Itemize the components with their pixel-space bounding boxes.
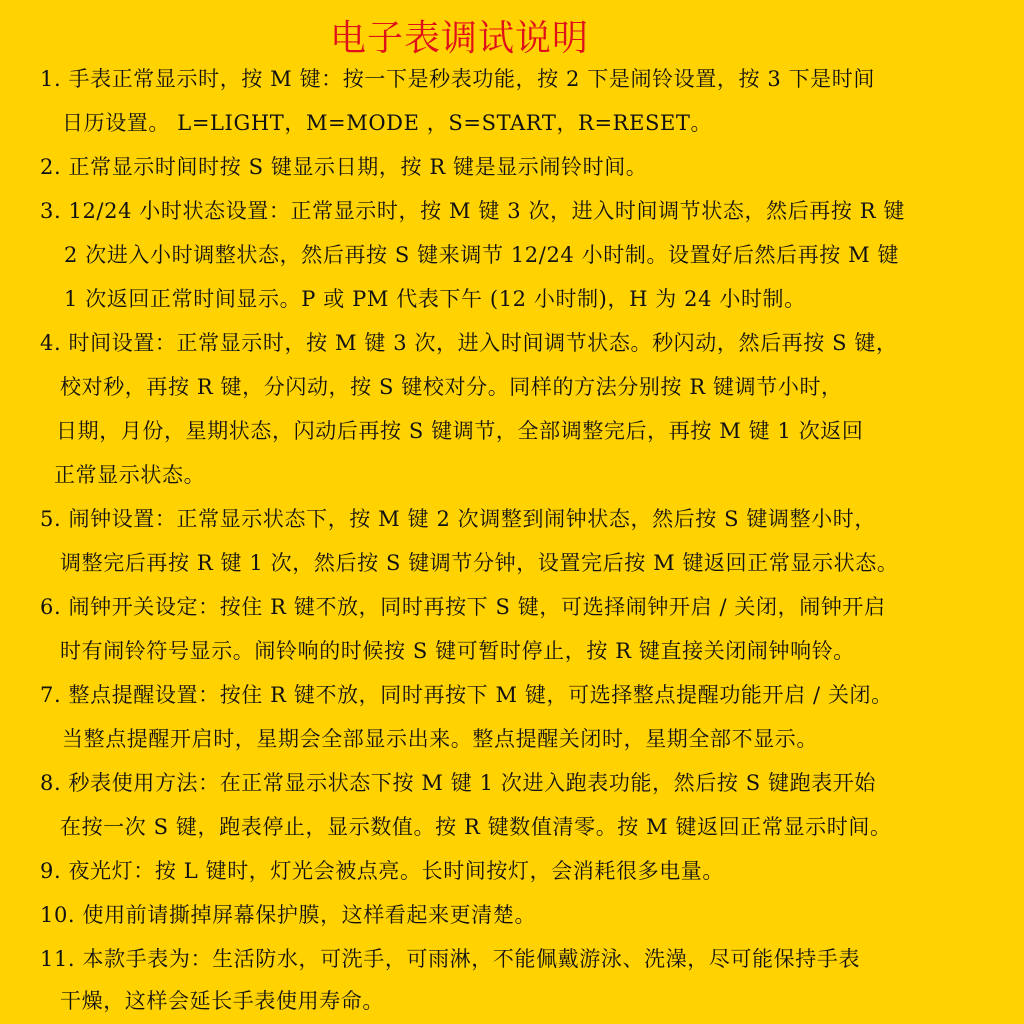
instruction-line: 调整完后再按 R 键 1 次，然后按 S 键调节分钟，设置完后按 M 键返回正常显示状态。 — [60, 551, 899, 575]
instruction-line: 日期，月份，星期状态，闪动后再按 S 键调节，全部调整完后，再按 M 键 1 次返回 — [56, 419, 864, 443]
instruction-line: 干燥，这样会延长手表使用寿命。 — [60, 989, 384, 1013]
instruction-line: 3. 12/24 小时状态设置：正常显示时，按 M 键 3 次，进入时间调节状态，然后再按 R 键 — [40, 199, 906, 223]
instruction-line: 6. 闹钟开关设定：按住 R 键不放，同时再按下 S 键，可选择闹钟开启 / 关闭，闹钟开启 — [40, 595, 886, 619]
document-title: 电子表调试说明 — [330, 18, 590, 59]
instruction-line: 当整点提醒开启时，星期会全部显示出来。整点提醒关闭时，星期全部不显示。 — [62, 727, 818, 751]
instruction-line: 2 次进入小时调整状态，然后再按 S 键来调节 12/24 小时制。设置好后然后再按 M 键 — [64, 243, 900, 267]
instruction-line: 1 次返回正常时间显示。P 或 PM 代表下午 (12 小时制)，H 为 24 小时制。 — [64, 287, 806, 311]
instruction-line: 8. 秒表使用方法：在正常显示状态下按 M 键 1 次进入跑表功能，然后按 S 键跑表开始 — [40, 771, 877, 795]
instruction-line: 1. 手表正常显示时，按 M 键：按一下是秒表功能，按 2 下是闹铃设置，按 3 下是时间 — [40, 67, 875, 91]
instruction-line: 4. 时间设置：正常显示时，按 M 键 3 次，进入时间调节状态。秒闪动，然后再按 S 键， — [40, 331, 898, 355]
instruction-line: 在按一次 S 键，跑表停止，显示数值。按 R 键数值清零。按 M 键返回正常显示时间。 — [60, 815, 892, 839]
instruction-line: 正常显示状态。 — [54, 463, 206, 487]
instruction-line: 11. 本款手表为：生活防水，可洗手，可雨淋，不能佩戴游泳、洗澡，尽可能保持手表 — [40, 947, 861, 971]
instruction-line: 7. 整点提醒设置：按住 R 键不放，同时再按下 M 键，可选择整点提醒功能开启 / 关闭。 — [40, 683, 893, 707]
instruction-line: 日历设置。 L=LIGHT，M=MODE ，S=START，R=RESET。 — [62, 111, 713, 135]
instruction-line: 9. 夜光灯：按 L 键时，灯光会被点亮。长时间按灯，会消耗很多电量。 — [40, 859, 725, 883]
instruction-line: 时有闹铃符号显示。闹铃响的时候按 S 键可暂时停止，按 R 键直接关闭闹钟响铃。 — [60, 639, 855, 663]
instruction-line: 10. 使用前请撕掉屏幕保护膜，这样看起来更清楚。 — [40, 903, 537, 927]
instruction-line: 校对秒，再按 R 键，分闪动，按 S 键校对分。同样的方法分别按 R 键调节小时， — [60, 375, 843, 399]
instruction-line: 2. 正常显示时间时按 S 键显示日期，按 R 键是显示闹铃时间。 — [40, 155, 648, 179]
instruction-line: 5. 闹钟设置：正常显示状态下，按 M 键 2 次调整到闹钟状态，然后按 S 键调整小时， — [40, 507, 877, 531]
